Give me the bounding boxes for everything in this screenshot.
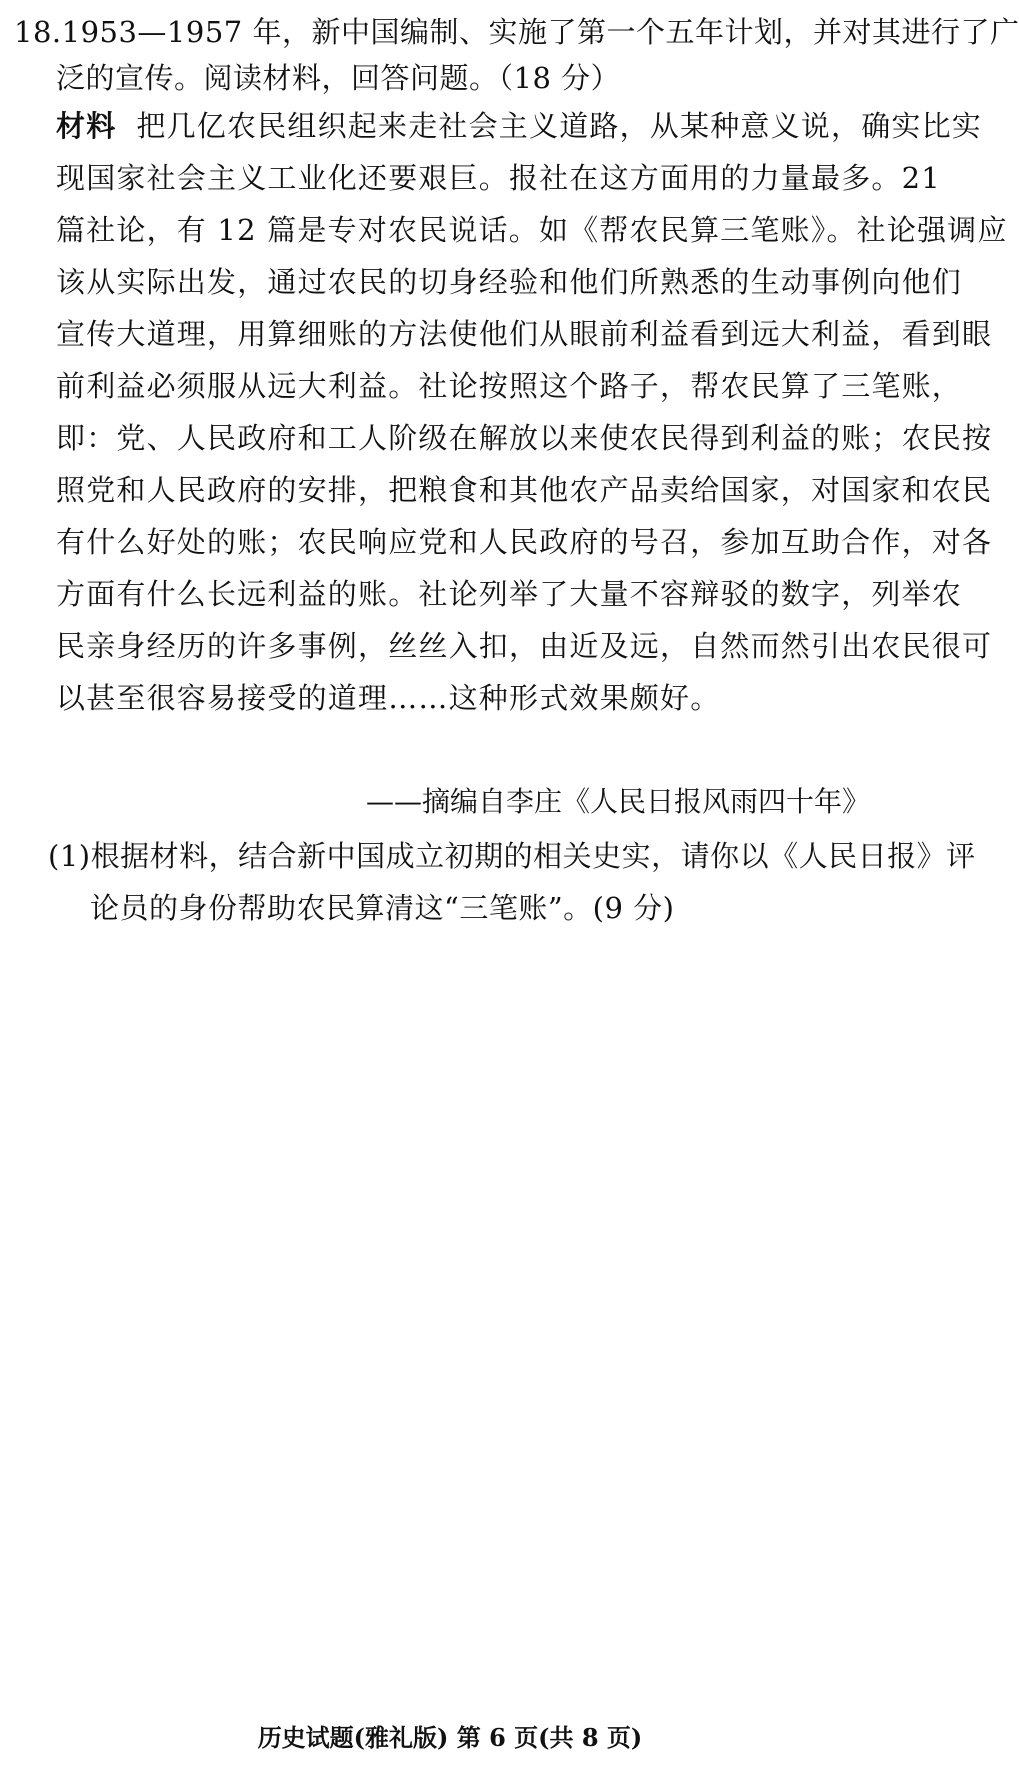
material-line-11: 民亲身经历的许多事例，丝丝入扣，由近及远，自然而然引出农民很可 (56, 629, 993, 663)
material-line-2: 现国家社会主义工业化还要艰巨。报社在这方面用的力量最多。21 (56, 161, 941, 195)
page-footer: 历史试题(雅礼版) 第 6 页(共 8 页) (257, 1723, 643, 1752)
material-line-3: 篇社论，有 12 篇是专对农民说话。如《帮农民算三笔账》。社论强调应 (56, 213, 1008, 247)
material-line-8: 照党和人民政府的安排，把粮食和其他农产品卖给国家，对国家和农民 (56, 473, 993, 507)
question-stem-line-2: 泛的宣传。阅读材料，回答问题。（18 分） (56, 61, 621, 95)
material-line-9: 有什么好处的账；农民响应党和人民政府的号召，参加互助合作，对各 (56, 525, 993, 559)
material-line-10: 方面有什么长远利益的账。社论列举了大量不容辩驳的数字，列举农 (56, 577, 963, 611)
sub-question-line-2: 论员的身份帮助农民算清这“三笔账”。(9 分) (90, 891, 675, 925)
question-stem-line-1 (14, 12, 1019, 52)
material-line-1 (56, 106, 982, 146)
material-line-12: 以甚至很容易接受的道理……这种形式效果颇好。 (56, 681, 721, 715)
question-number: 18. (14, 15, 62, 49)
material-line-5: 宣传大道理，用算细账的方法使他们从眼前利益看到远大利益，看到眼 (56, 317, 993, 351)
material-label: 材料 (56, 109, 117, 143)
material-text: 把几亿农民组织起来走社会主义道路，从某种意义说，确实比实 (136, 109, 983, 143)
question-stem-text: 1953—1957 年，新中国编制、实施了第一个五年计划，并对其进行了广 (61, 15, 1019, 49)
material-line-6: 前利益必须服从远大利益。社论按照这个路子，帮农民算了三笔账， (56, 369, 963, 403)
sub-question-line-1: (1)根据材料，结合新中国成立初期的相关史实，请你以《人民日报》评 (48, 839, 976, 873)
material-line-4: 该从实际出发，通过农民的切身经验和他们所熟悉的生动事例向他们 (56, 265, 963, 299)
material-source: ——摘编自李庄《人民日报风雨四十年》 (365, 785, 870, 818)
material-line-7: 即：党、人民政府和工人阶级在解放以来使农民得到利益的账；农民按 (56, 421, 993, 455)
